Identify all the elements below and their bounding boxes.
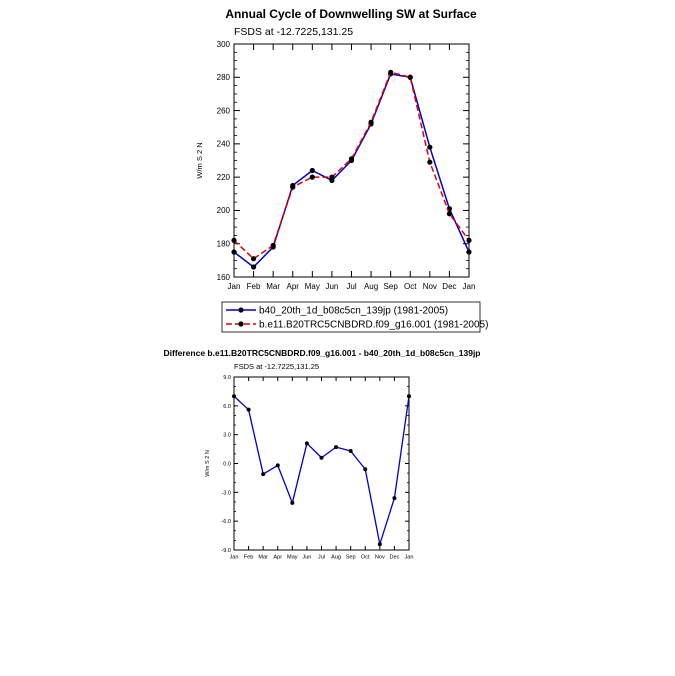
data-point xyxy=(290,501,294,505)
x-tick-label: Jul xyxy=(346,282,357,291)
y-tick-label: 6.0 xyxy=(223,403,231,410)
chart-1 xyxy=(195,7,488,332)
data-point xyxy=(378,542,382,546)
data-point xyxy=(310,175,315,180)
data-point xyxy=(231,249,236,254)
x-tick-label: Jul xyxy=(317,554,326,561)
x-tick-label: Dec xyxy=(389,554,400,561)
data-point xyxy=(310,168,315,173)
x-tick-label: Dec xyxy=(442,282,457,291)
chart-title: Difference b.e11.B20TRC5CNBDRD.f09_g16.001 - b40_20th_1d_b08c5cn_139jp xyxy=(163,348,481,358)
x-tick-label: Oct xyxy=(360,554,370,561)
x-tick-label: Oct xyxy=(404,282,417,291)
legend-entry: b40_20th_1d_b08c5cn_139jp (1981-2005) xyxy=(259,305,449,317)
x-tick-label: Apr xyxy=(273,554,283,561)
x-tick-label: Nov xyxy=(422,282,437,291)
legend-swatch-marker xyxy=(238,321,243,326)
x-tick-label: Sep xyxy=(345,554,356,561)
data-point xyxy=(232,394,236,398)
x-tick-label: Mar xyxy=(266,282,281,291)
y-tick-label: 220 xyxy=(216,172,230,182)
x-tick-label: Mar xyxy=(258,554,268,561)
y-tick-label: -9.0 xyxy=(221,547,231,554)
data-point xyxy=(363,467,367,471)
x-tick-label: Jun xyxy=(325,282,339,291)
legend-entry: b.e11.B20TRC5CNBDRD.f09_g16.001 (1981-2005) xyxy=(259,319,489,331)
y-tick-label: 3.0 xyxy=(223,432,231,439)
x-tick-label: Jun xyxy=(302,554,312,561)
data-point xyxy=(466,249,471,254)
y-axis-label: W/m S 2 N xyxy=(195,142,204,179)
data-point xyxy=(271,243,276,248)
data-point xyxy=(349,449,353,453)
y-tick-label: 0.0 xyxy=(223,461,231,468)
data-point xyxy=(305,441,309,445)
x-tick-label: Jan xyxy=(227,282,241,291)
x-tick-label: May xyxy=(304,282,320,291)
y-axis-label: W/m S 2 N xyxy=(205,450,211,477)
x-tick-label: Aug xyxy=(331,554,342,561)
data-point xyxy=(261,472,265,476)
y-tick-label: -3.0 xyxy=(221,490,231,497)
data-point xyxy=(320,456,324,460)
data-point xyxy=(408,75,413,80)
x-tick-label: May xyxy=(287,554,298,561)
chart-subtitle: FSDS at -12.7225,131.25 xyxy=(234,26,354,38)
data-point xyxy=(251,256,256,261)
data-point xyxy=(368,120,373,125)
legend xyxy=(222,302,488,332)
legend-swatch-marker xyxy=(238,307,243,312)
data-point xyxy=(276,463,280,467)
data-point xyxy=(290,185,295,190)
series-line-1 xyxy=(234,396,409,544)
y-tick-label: 260 xyxy=(216,106,230,116)
x-tick-label: Jan xyxy=(462,282,476,291)
data-point xyxy=(349,156,354,161)
chart-title: Annual Cycle of Downwelling SW at Surface xyxy=(225,7,477,21)
data-point xyxy=(466,238,471,243)
y-tick-label: 160 xyxy=(216,272,230,282)
x-tick-label: Jan xyxy=(404,554,414,561)
chart-subtitle: FSDS at -12.7225,131.25 xyxy=(234,362,320,371)
data-point xyxy=(427,145,432,150)
data-point xyxy=(247,408,251,412)
x-tick-label: Sep xyxy=(383,282,398,291)
data-point xyxy=(329,175,334,180)
data-point xyxy=(251,264,256,269)
x-tick-label: Apr xyxy=(286,282,299,291)
series-line-2 xyxy=(234,72,469,258)
y-tick-label: 200 xyxy=(216,206,230,216)
x-tick-label: Jan xyxy=(229,554,239,561)
y-tick-label: 280 xyxy=(216,73,230,83)
x-tick-label: Aug xyxy=(363,282,379,291)
x-tick-label: Nov xyxy=(374,554,385,561)
y-tick-label: -6.0 xyxy=(221,519,231,526)
data-point xyxy=(407,394,411,398)
chart-2 xyxy=(163,348,480,561)
y-tick-label: 9.0 xyxy=(223,374,231,381)
y-tick-label: 180 xyxy=(216,239,230,249)
data-point xyxy=(392,496,396,500)
y-tick-label: 300 xyxy=(216,39,230,49)
data-point xyxy=(447,211,452,216)
data-point xyxy=(334,445,338,449)
x-tick-label: Feb xyxy=(246,282,261,291)
data-point xyxy=(388,70,393,75)
x-tick-label: Feb xyxy=(243,554,254,561)
y-tick-label: 240 xyxy=(216,139,230,149)
data-point xyxy=(231,238,236,243)
data-point xyxy=(427,160,432,165)
